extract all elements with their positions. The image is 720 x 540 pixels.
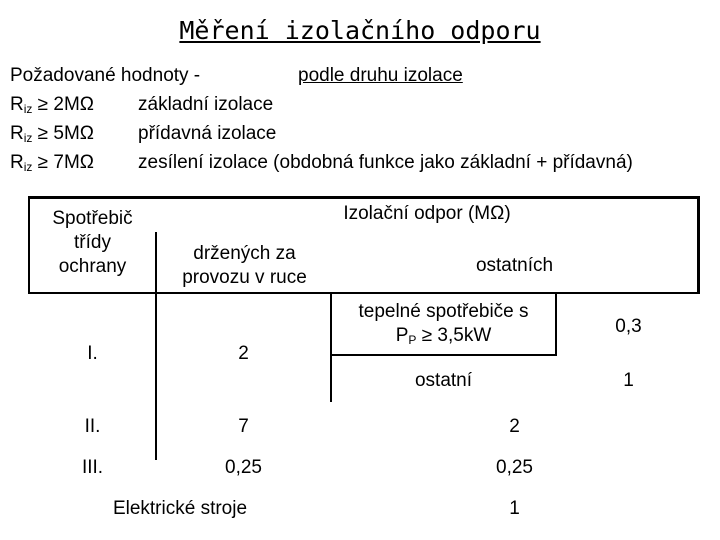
class-iii-hand-value: 0,25 — [225, 457, 262, 478]
requirement-symbol: R — [10, 152, 24, 173]
requirement-symbol: R — [10, 123, 24, 144]
header-hand-held — [157, 242, 332, 290]
requirement-description-3: zesílení izolace (obdobná funkce jako základní + přídavná) — [138, 152, 633, 173]
class-ii-hand-value: 7 — [238, 416, 249, 437]
header-hand-held-line: provozu v ruce — [182, 267, 307, 288]
power-subscript: P — [408, 333, 417, 347]
header-protection-class — [30, 207, 155, 279]
class-ii-others-value: 2 — [509, 416, 520, 437]
electric-machines-value: 1 — [509, 498, 520, 519]
header-protection-class-line: ochrany — [58, 256, 127, 277]
class-iii-others-value: 0,25 — [496, 457, 533, 478]
requirement-row-2 — [10, 123, 94, 145]
table-divider — [697, 196, 700, 294]
requirement-subscript: iz — [23, 131, 33, 145]
requirements-heading-link: podle druhu izolace — [298, 65, 463, 86]
header-protection-class-line: třídy — [74, 232, 111, 253]
header-hand-held-line: držených za — [193, 243, 296, 264]
header-others: ostatních — [475, 255, 554, 276]
requirement-condition: ≥ 7MΩ — [32, 152, 94, 173]
class-ii: II. — [84, 416, 101, 437]
class-i-hand-value: 2 — [238, 343, 249, 364]
class-i: I. — [87, 343, 98, 364]
requirement-condition: ≥ 5MΩ — [32, 123, 94, 144]
header-protection-class-line: Spotřebič — [52, 208, 133, 229]
heat-appliances-label — [332, 300, 555, 352]
requirement-description-2: přídavná izolace — [138, 123, 277, 144]
heat-appliances-value: 0,3 — [615, 316, 642, 337]
requirement-row-1 — [10, 94, 94, 116]
class-iii: III. — [81, 457, 104, 478]
requirement-subscript: iz — [23, 102, 33, 116]
power-condition: ≥ 3,5kW — [416, 325, 492, 346]
requirement-row-3 — [10, 152, 94, 174]
other-appliances-label: ostatní — [414, 370, 473, 391]
table-divider — [28, 196, 700, 199]
requirement-symbol: R — [10, 94, 24, 115]
requirements-heading: Požadované hodnoty - — [10, 65, 201, 86]
heat-appliances-power — [332, 324, 555, 352]
electric-machines-label: Elektrické stroje — [112, 498, 248, 519]
power-symbol: P — [395, 325, 409, 346]
requirement-subscript: iz — [23, 160, 33, 174]
table-divider — [330, 354, 557, 356]
other-appliances-value: 1 — [623, 370, 634, 391]
heat-appliances-line: tepelné spotřebiče s — [358, 301, 529, 322]
table-divider — [28, 292, 700, 294]
requirement-condition: ≥ 2MΩ — [32, 94, 94, 115]
requirement-description-1: základní izolace — [138, 94, 274, 115]
header-insulation-resistance: Izolační odpor (MΩ) — [343, 203, 511, 224]
page-title: Měření izolačního odporu — [179, 16, 541, 45]
